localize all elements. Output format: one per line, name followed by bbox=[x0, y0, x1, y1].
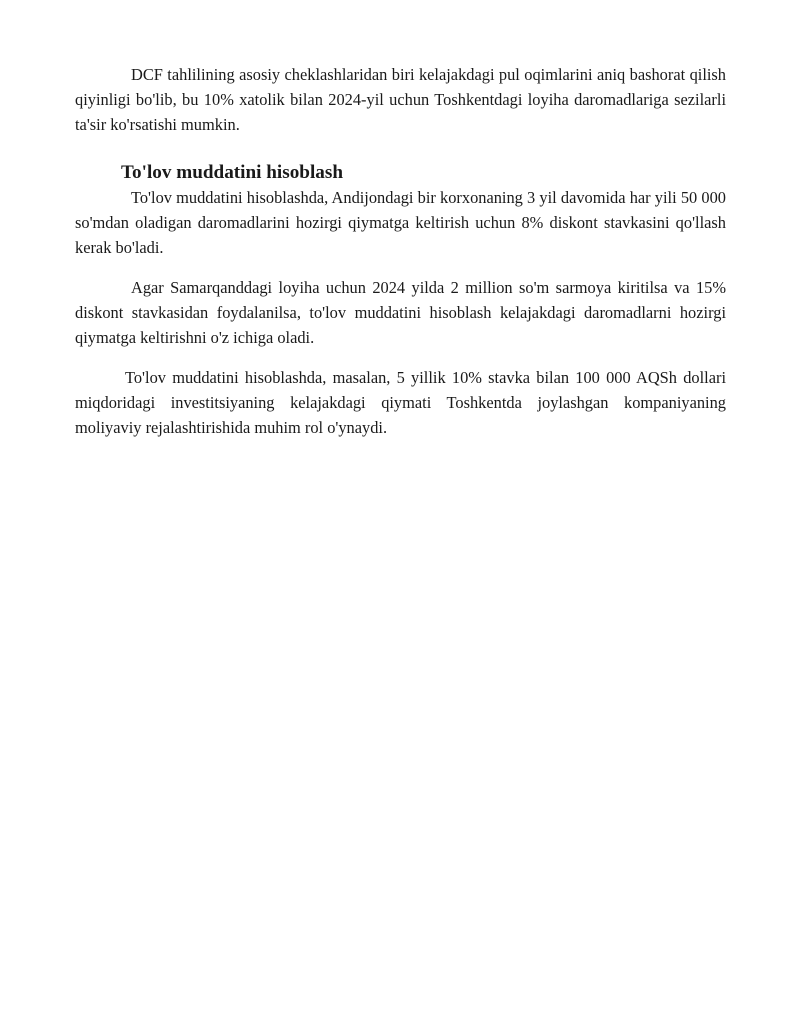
paragraph-toshkent: To'lov muddatini hisoblashda, masalan, 5 yillik 10% stavka bilan 100 000 AQSh dollari miqdoridagi investitsiyaning kelajakdagi qiymati Toshkentda joylashgan kompaniyaning moliyaviy rejalashtirishida muhim rol o'ynaydi. bbox=[75, 368, 726, 437]
section-heading: To'lov muddatini hisoblash bbox=[121, 162, 344, 183]
paragraph-andijon: To'lov muddatini hisoblashda, Andijondagi bir korxonaning 3 yil davomida har yili 50 000 so'mdan oladigan daromadlarini hozirgi qiymatga keltirish uchun 8% diskont stavkasini qo'llash kerak bo'ladi. bbox=[75, 188, 726, 257]
document-page bbox=[75, 62, 726, 440]
paragraph-samarqand: Agar Samarqanddagi loyiha uchun 2024 yilda 2 million so'm sarmoya kiritilsa va 15% diskont stavkasidan foydalanilsa, to'lov muddatini hisoblash kelajakdagi daromadlarni hozirgi qiymatga keltirishni o'z ichiga oladi. bbox=[75, 278, 726, 347]
paragraph-dcf-limitations: DCF tahlilining asosiy cheklashlaridan biri kelajakdagi pul oqimlarini aniq bashorat qilish qiyinligi bo'lib, bu 10% xatolik bilan 2024-yil uchun Toshkentdagi loyiha daromadlariga sezilarli ta'sir ko'rsatishi mumkin. bbox=[75, 65, 726, 134]
